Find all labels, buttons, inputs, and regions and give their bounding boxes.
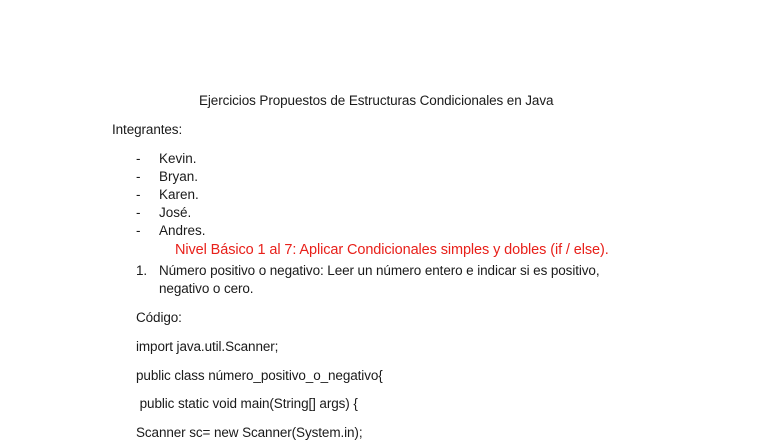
- list-bullet: -: [136, 205, 141, 220]
- code-line: Scanner sc= new Scanner(System.in);: [136, 425, 363, 440]
- code-label: Código:: [136, 310, 182, 325]
- section-heading: Nivel Básico 1 al 7: Aplicar Condicionales simples y dobles (if / else).: [175, 242, 609, 258]
- list-bullet: -: [136, 151, 141, 166]
- document-title: Ejercicios Propuestos de Estructuras Condicionales en Java: [199, 93, 554, 108]
- list-bullet: -: [136, 187, 141, 202]
- member-item: Bryan.: [159, 169, 199, 184]
- exercise-text-line2: negativo o cero.: [159, 281, 254, 296]
- exercise-number: 1.: [136, 263, 148, 278]
- member-item: Kevin.: [159, 151, 197, 166]
- code-line: public class número_positivo_o_negativo{: [136, 368, 383, 383]
- integrantes-label: Integrantes:: [112, 122, 183, 137]
- code-line: import java.util.Scanner;: [136, 339, 279, 354]
- member-item: Andres.: [159, 223, 206, 238]
- exercise-text-line1: Número positivo o negativo: Leer un número entero e indicar si es positivo,: [159, 263, 600, 278]
- list-bullet: -: [136, 169, 141, 184]
- code-line: public static void main(String[] args) {: [136, 396, 358, 411]
- list-bullet: -: [136, 223, 141, 238]
- member-item: José.: [159, 205, 192, 220]
- member-item: Karen.: [159, 187, 199, 202]
